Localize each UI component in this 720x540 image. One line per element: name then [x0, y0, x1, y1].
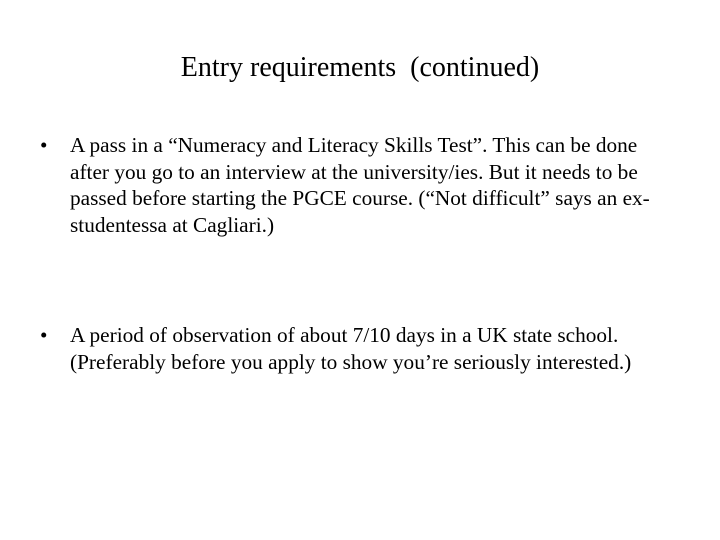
slide-title: Entry requirements (continued)	[180, 52, 540, 83]
bullet-item-skills-test	[40, 132, 680, 238]
bullet-text: A period of observation of about 7/10 days in a UK state school. (Preferably before you apply to show you’re seriously interested.)	[70, 323, 632, 374]
bullet-dot-icon: •	[40, 133, 48, 157]
bullet-text: A pass in a “Numeracy and Literacy Skills Test”. This can be done after you go to an interview at the university/ies. But it needs to be passed before starting the PGCE course. (“Not difficult” says an ex-studentessa at Cagliari.)	[70, 133, 650, 237]
bullet-item-observation	[40, 322, 680, 375]
bullet-dot-icon: •	[40, 323, 48, 347]
